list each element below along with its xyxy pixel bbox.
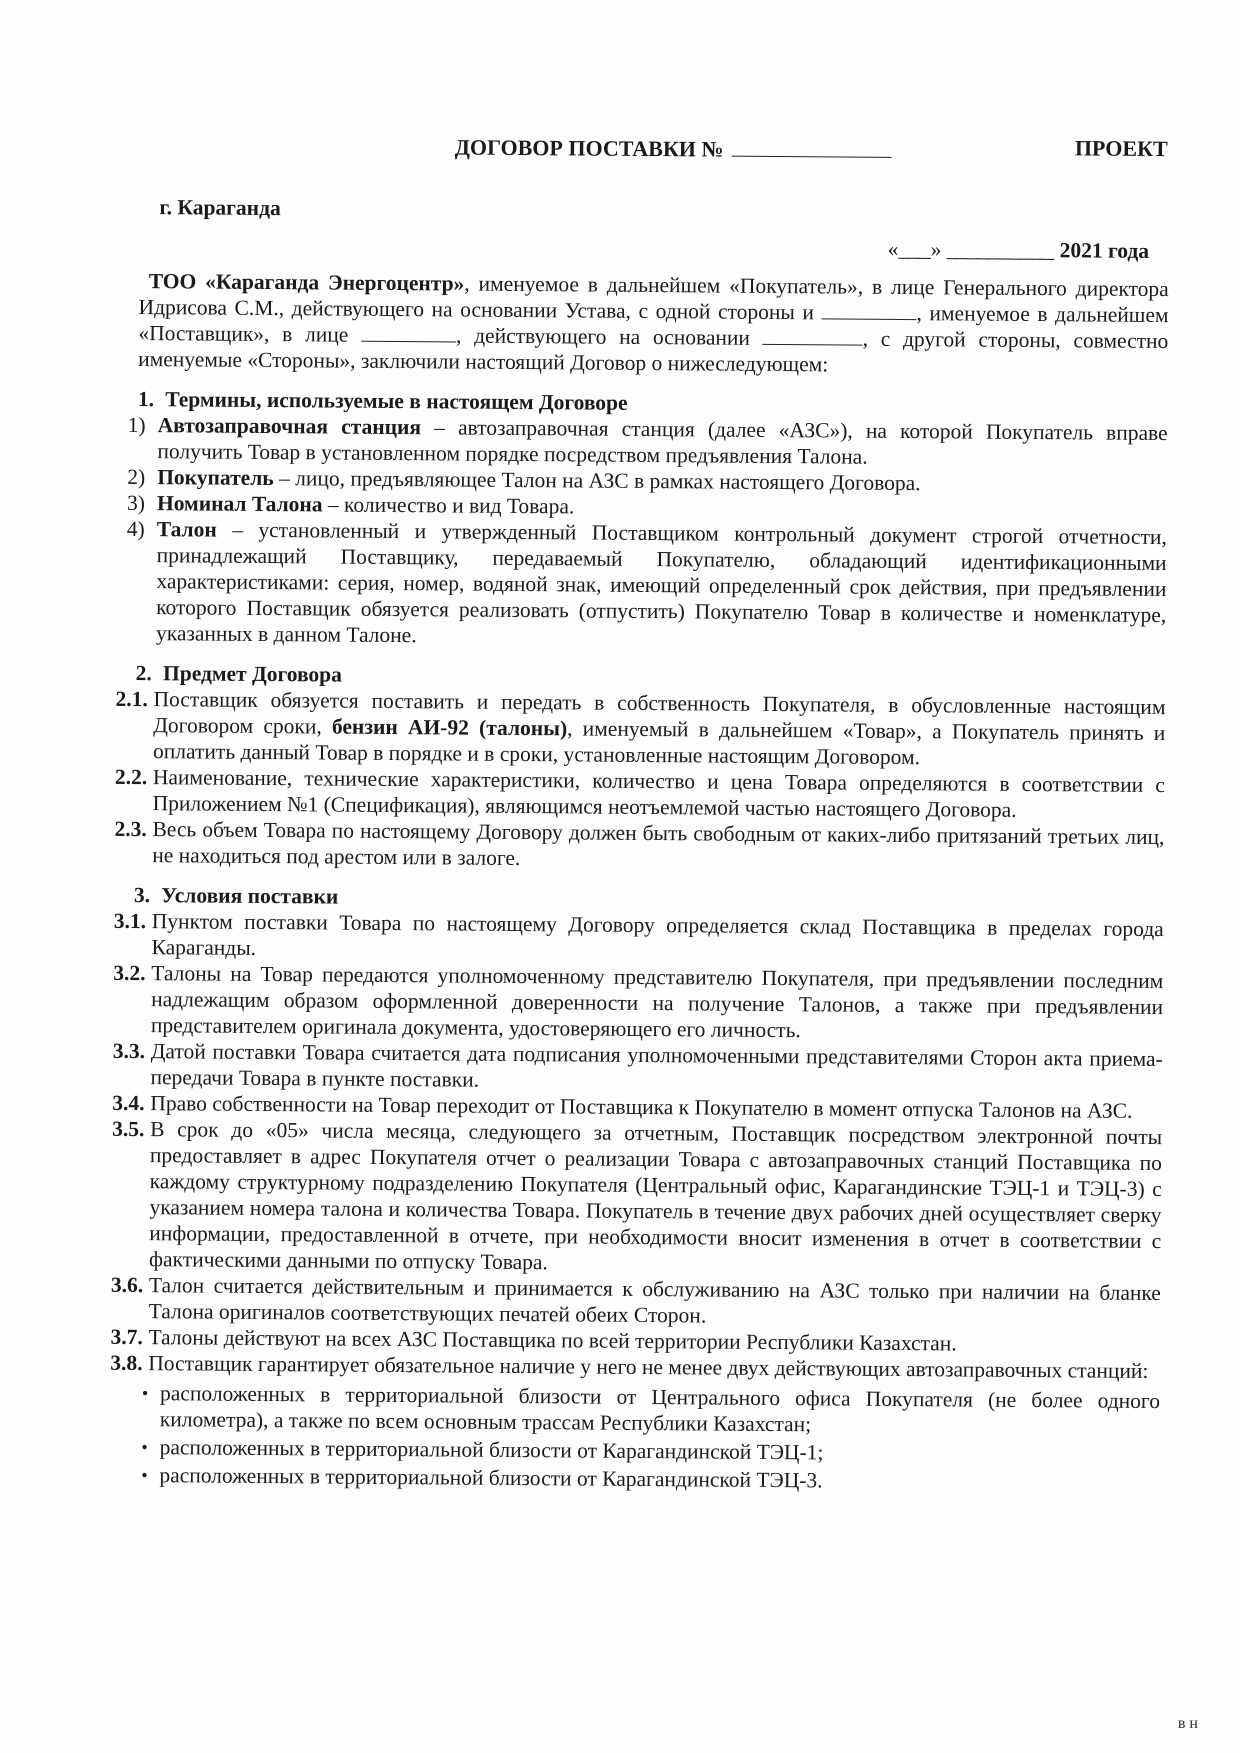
product-name: бензин АИ-92 (талоны) [331,714,568,741]
term-number: 2) [127,464,146,490]
clause-body: Поставщик гарантирует обязательное наличие у него не менее двух действующих автозаправочных станций: [148,1351,1149,1383]
page-corner-mark: в н [1177,1715,1198,1732]
term-number: 3) [126,490,146,516]
bullet-icon: • [141,1383,149,1404]
list-item [129,1462,1159,1496]
clause-number: 3.7. [110,1324,143,1350]
title-row [140,128,1170,172]
clause-number: 2.2. [114,764,148,790]
clause-number: 3.5. [112,1116,145,1142]
document-body [110,128,1170,1496]
draft-label: ПРОЕКТ [1074,135,1168,162]
station-requirements-list [129,1380,1160,1496]
date-month-blank: __________ [946,237,1055,263]
term-name: Покупатель [157,465,274,491]
supplier-rep-blank [361,325,456,343]
list-item-text: расположенных в территориальной близости от Центрального офиса Покупателя (не более одного километра), а также по всем основным трассам Республики Казахстан; [159,1381,1161,1437]
clause-body: Весь объем Товара по настоящему Договору должен быть свободным от каких-либо притязаний третьих лиц, не находиться под арестом или в залоге. [152,817,1165,871]
clause-body: Датой поставки Товара считается дата подписания уполномоченными представителями Сторон акта приема-передачи Товара в пункте поставки. [150,1039,1163,1092]
preamble [138,268,1169,380]
clause-body: В срок до «05» числа месяца, следующего за отчетным, Поставщик посредством электронной почты предоставляет в адрес Покупателя отчет о реализации Товара с автозаправочных станций Поставщика по каждому структурному подразделению Покупателя (Центральный офис, Карагандинские ТЭЦ-1 и ТЭЦ-3) с указанием номера талона и количества Товара. Покупатель в течение двух рабочих дней осуществляет сверку информации, предоставленной в отчете, при необходимости вносит изменения в отчет в соответствии с фактическими данными по отпуску Товара. [149,1117,1163,1275]
clause-3-5 [112,1116,1163,1280]
clause-2-1 [115,686,1166,772]
clause-text-a: Поставщик обязуется поставить и передать в собственность Покупателя, в обусловленные настоящим Договором сроки, [153,687,1166,739]
clause-body: Талоны действуют на всех АЗС Поставщика по всей территории Республики Казахстан. [148,1325,957,1356]
clause-number: 3.6. [110,1272,144,1298]
term-definition: – лицо, предъявляющее Талон на АЗС в рамках настоящего Договора. [273,466,921,496]
bullet-icon: • [141,1437,148,1458]
section-2-number: 2. [135,660,152,686]
clause-number: 3.1. [113,908,147,934]
section-1-title: Термины, используемые в настоящем Договоре [165,387,628,415]
section-3-number: 3. [133,882,151,908]
preamble-part-4: , с другой стороны, совместно именуемые «Стороны», заключили настоящий Договор о нижеследующем: [138,326,1169,377]
clause-body: Право собственности на Товар переходит от Поставщика к Покупателю в момент отпуска Талонов на АЗС. [150,1091,1133,1123]
list-item-text: расположенных в территориальной близости от Карагандинской ТЭЦ-3. [159,1463,823,1493]
supplier-name-blank [821,302,916,320]
clause-number: 3.4. [112,1090,145,1116]
term-number: 1) [127,412,146,438]
bullet-icon: • [141,1465,148,1486]
term-definition: – установленный и утвержденный Поставщиком контрольный документ строгой отчетности, принадлежащий Поставщику, передаваемый Покупателю, обладающий идентификационными характеристиками: серия, номер, водяной знак, имеющий определенный срок действия, при предъявлении которого Поставщик обязуется реализовать (отпустить) Покупателю Товар в количестве и номенклатуре, указанных в данном Талоне. [155,517,1167,648]
section-3-title: Условия поставки [161,883,339,909]
term-number: 4) [126,516,145,542]
date-line [139,230,1169,266]
contract-number-blank [732,138,892,158]
term-name: Талон [156,517,217,542]
clause-body: Талон считается действительным и принимается к обслуживанию на АЗС только при наличии на бланке Талона оригиналов соответствующих печатей обеих Сторон. [148,1273,1161,1328]
term-definition: – автозаправочная станция (далее «АЗС»), на которой Покупатель вправе получить Товар в установленном порядке посредством предъявления Талона. [157,415,1168,469]
term-body [156,516,1167,654]
date-year: 2021 года [1059,238,1150,263]
clause-body: Наименование, технические характеристики, количество и цена Товара определяются в соответствии с Приложением №1 (Спецификация), являющимся неотъемлемой частью настоящего Договора. [152,765,1165,822]
supplier-basis-blank [763,328,863,346]
clause-number: 2.1. [115,686,148,712]
clause-body: Талоны на Товар передаются уполномоченному представителю Покупателя, при предъявлении последним надлежащим образом оформленной доверенности на получение Талонов, а также при предъявлении представителем оригинала документа, удостоверяющего его личность. [150,961,1164,1043]
clause-3-1 [113,908,1164,968]
clause-3-3 [112,1038,1163,1098]
clause-number: 3.3. [112,1038,146,1064]
section-1-number: 1. [137,386,155,412]
term-body [157,412,1167,472]
term-name: Автозаправочная станция [157,413,422,440]
section-2-title: Предмет Договора [162,661,343,687]
list-item [130,1380,1160,1440]
date-day: «___» [887,236,942,262]
clause-number: 3.8. [110,1350,143,1376]
clause-3-6 [110,1272,1161,1332]
contract-title [455,134,892,163]
preamble-part-3: , действующего на основании [455,323,751,350]
term-item [127,412,1168,472]
preamble-part-1: , именуемое в дальнейшем «Покупатель», в лице Генерального директора Идрисова С.М., действующего на основании Устава, с одной стороны и [138,271,1169,325]
clause-number: 2.3. [114,816,147,842]
clause-number: 3.2. [113,960,146,986]
clause-2-3 [114,816,1165,876]
preamble-part-2: , именуемое в дальнейшем «Поставщик», в лице [138,301,1169,347]
clause-body: Пунктом поставки Товара по настоящему Договору определяется склад Поставщика в пределах города Караганды. [151,909,1164,960]
clause-text-c: , именуемый в дальнейшем «Товар», а Покупатель принять и оплатить данный Товар в порядке и в сроки, установленные настоящим Договором. [153,716,1166,770]
city: г. Караганда [159,195,281,221]
contract-title-text: ДОГОВОР ПОСТАВКИ № [454,134,724,162]
clause-body [153,686,1166,772]
clause-3-2 [113,960,1164,1046]
term-name: Номинал Талона [156,491,323,517]
buyer-name: ТОО «Караганда Энергоцентр» [148,269,465,296]
list-item-text: расположенных в территориальной близости от Карагандинской ТЭЦ-1; [159,1435,824,1465]
term-item [126,516,1167,654]
clause-2-2 [114,764,1165,824]
term-definition: – количество и вид Товара. [322,492,575,519]
